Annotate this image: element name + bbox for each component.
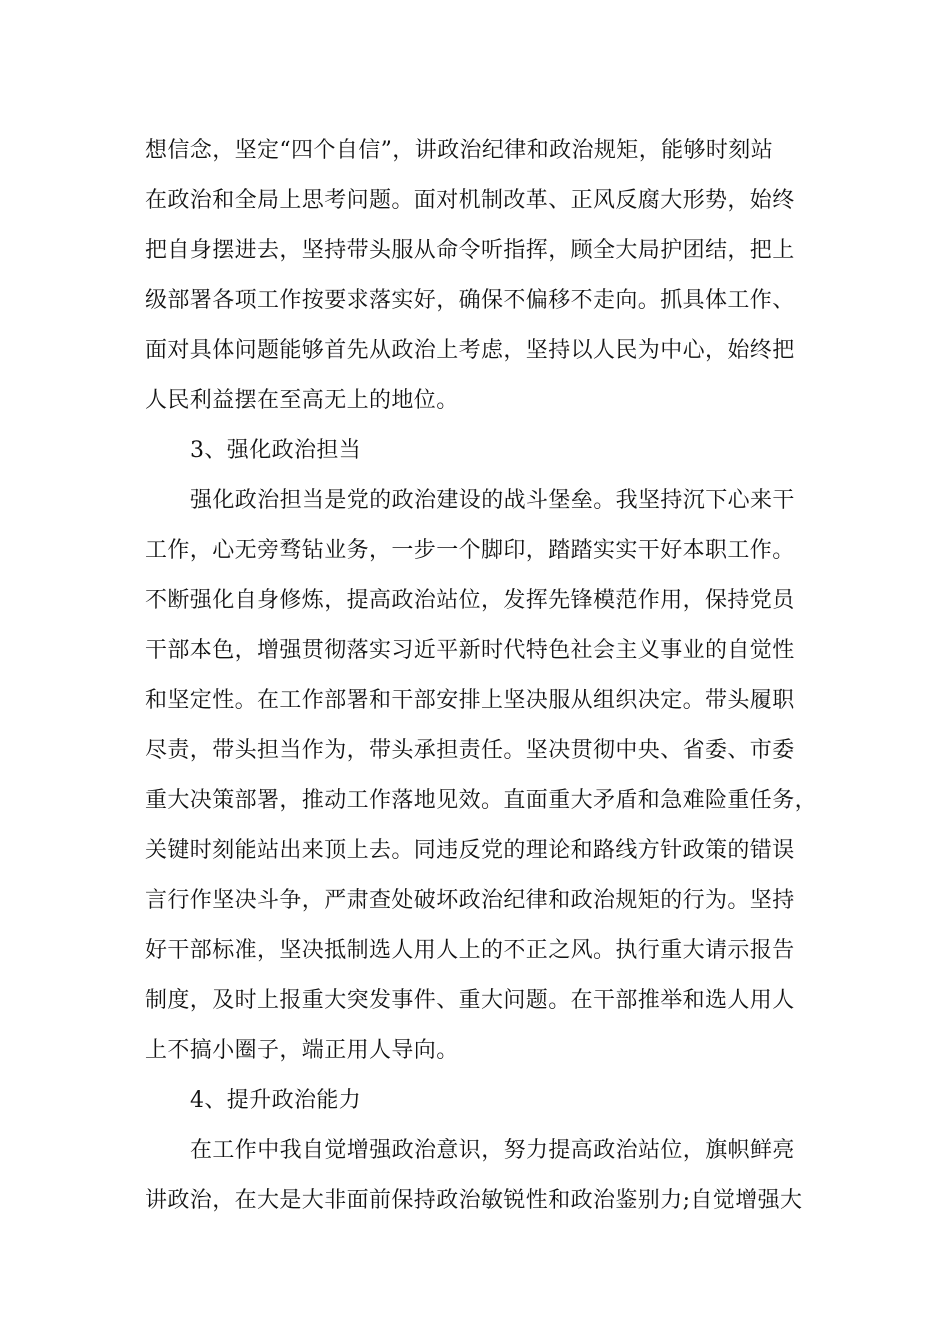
text-line: 工作，心无旁骛钻业务，一步一个脚印，踏踏实实干好本职工作。	[145, 538, 795, 563]
text-line: 在工作中我自觉增强政治意识，努力提高政治站位，旗帜鲜亮	[190, 1138, 795, 1163]
text-line: 上不搞小圈子，端正用人导向。	[145, 1038, 459, 1063]
text-line: 强化政治担当是党的政治建设的战斗堡垒。我坚持沉下心来干	[190, 488, 795, 513]
text-line: 想信念，坚定“四个自信”，讲政治纪律和政治规矩，能够时刻站	[145, 138, 774, 163]
section-heading: 3、强化政治担当	[190, 438, 362, 463]
section-heading: 4、提升政治能力	[190, 1088, 362, 1113]
text-line: 不断强化自身修炼，提高政治站位，发挥先锋模范作用，保持党员	[145, 588, 795, 613]
text-line: 尽责，带头担当作为，带头承担责任。坚决贯彻中央、省委、市委	[145, 738, 795, 763]
text-line: 言行作坚决斗争，严肃查处破坏政治纪律和政治规矩的行为。坚持	[145, 888, 795, 913]
text-line: 干部本色，增强贯彻落实习近平新时代特色社会主义事业的自觉性	[145, 638, 795, 663]
text-line: 和坚定性。在工作部署和干部安排上坚决服从组织决定。带头履职	[145, 688, 795, 713]
text-line: 级部署各项工作按要求落实好，确保不偏移不走向。抓具体工作、	[145, 288, 795, 313]
text-line: 讲政治，在大是大非面前保持政治敏锐性和政治鉴别力;自觉增强大	[145, 1188, 803, 1213]
text-line: 制度，及时上报重大突发事件、重大问题。在干部推举和选人用人	[145, 988, 795, 1013]
text-line: 面对具体问题能够首先从政治上考虑，坚持以人民为中心，始终把	[145, 338, 795, 363]
text-line: 把自身摆进去，坚持带头服从命令听指挥，顾全大局护团结，把上	[145, 238, 795, 263]
text-line: 好干部标准，坚决抵制选人用人上的不正之风。执行重大请示报告	[145, 938, 795, 963]
text-line: 重大决策部署，推动工作落地见效。直面重大矛盾和急难险重任务，	[145, 788, 818, 813]
text-line: 关键时刻能站出来顶上去。同违反党的理论和路线方针政策的错误	[145, 838, 795, 863]
text-line: 人民利益摆在至高无上的地位。	[145, 388, 459, 413]
text-line: 在政治和全局上思考问题。面对机制改革、正风反腐大形势，始终	[145, 188, 795, 213]
